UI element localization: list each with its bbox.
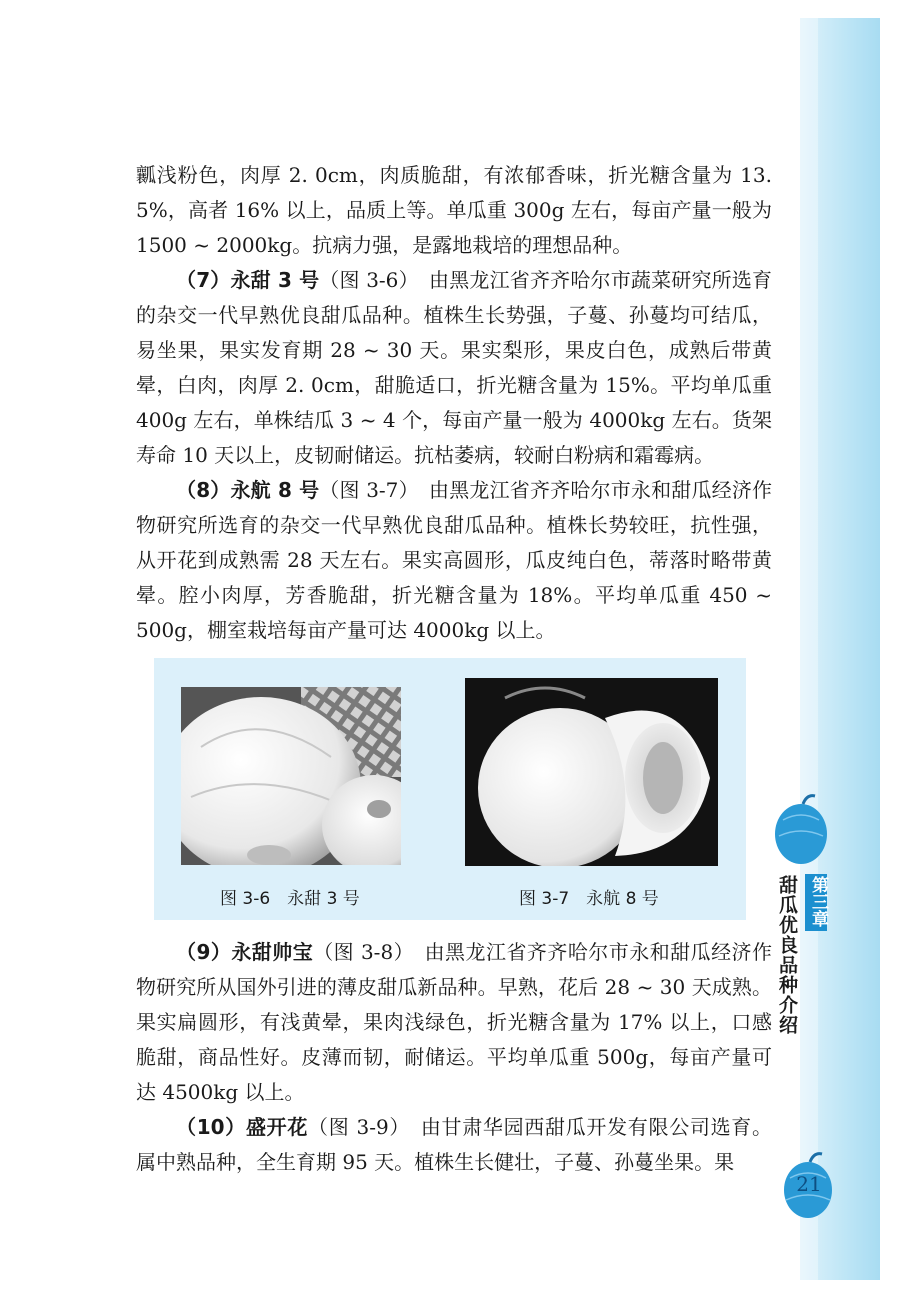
section-8-name: 永航 8 号 (230, 478, 320, 502)
section-7-number: （7） (176, 268, 231, 292)
paragraph-section-10 (136, 1110, 772, 1180)
section-9-body: 由黑龙江省齐齐哈尔市永和甜瓜经济作物研究所从国外引进的薄皮甜瓜新品种。早熟，花后 28 ~ 30 天成熟。果实扁圆形，有浅黄晕，果肉浅绿色，折光糖含量为 17% 以上，口感脆甜，商品性好。皮薄而韧，耐储运。平均单瓜重 500g，每亩产量可达 4500kg 以上。 (136, 940, 773, 1104)
paragraph-section-8 (136, 473, 772, 648)
chapter-melon-icon (773, 790, 833, 874)
figure-3-6-caption: 图 3-6 永甜 3 号 (220, 889, 360, 909)
section-7-body: 由黑龙江省齐齐哈尔市蔬菜研究所选育的杂交一代早熟优良甜瓜品种。植株生长势强，子蔓、孙蔓均可结瓜，易坐果，果实发育期 28 ~ 30 天。果实梨形，果皮白色，成熟后带黄晕，白肉，肉厚 2. 0cm，甜脆适口，折光糖含量为 15%。平均单瓜重 400g 左右，单株结瓜 3 ~ 4 个，每亩产量一般为 4000kg 左右。货架寿命 10 天以上，皮韧耐储运。抗枯萎病，较耐白粉病和霜霉病。 (136, 268, 773, 467)
text-block-bottom (136, 935, 772, 1180)
section-7-name: 永甜 3 号 (230, 268, 320, 292)
section-9-number: （9） (176, 940, 232, 964)
section-7-figure-ref: （图 3-6） (319, 268, 409, 292)
section-9-name: 永甜帅宝 (231, 940, 314, 964)
section-10-name: 盛开花 (245, 1115, 309, 1139)
section-10-number: （10） (176, 1115, 246, 1139)
section-8-figure-ref: （图 3-7） (319, 478, 409, 502)
text-block-top (136, 158, 772, 648)
section-10-figure-ref: （图 3-9） (308, 1115, 401, 1139)
page-number: 21 (796, 1172, 822, 1196)
chapter-label: 第三章 (805, 874, 827, 931)
figure-3-7-caption: 图 3-7 永航 8 号 (519, 889, 659, 909)
section-9-figure-ref: （图 3-8） (313, 940, 405, 964)
section-8-body: 由黑龙江省齐齐哈尔市永和甜瓜经济作物研究所选育的杂交一代早熟优良甜瓜品种。植株长势较旺，抗性强，从开花到成熟需 28 天左右。果实高圆形，瓜皮纯白色，蒂落时略带黄晕。腔小肉厚，芳香脆甜，折光糖含量为 18%。平均单瓜重 450 ~ 500g，棚室栽培每亩产量可达 4000kg 以上。 (136, 478, 773, 642)
side-band (800, 18, 880, 1280)
section-8-number: （8） (176, 478, 231, 502)
chapter-title: 甜瓜优良品种介绍 (776, 875, 798, 1035)
section-10-body: 由甘肃华园西甜瓜开发有限公司选育。属中熟品种，全生育期 95 天。植株生长健壮，子蔓、孙蔓坐果。果 (136, 1115, 772, 1174)
side-band-highlight (800, 18, 818, 1280)
paragraph-section-7 (136, 263, 772, 473)
paragraph-section-9 (136, 935, 772, 1110)
melon-photo-yongtian-3 (181, 687, 401, 865)
figure-panel (154, 658, 746, 920)
melon-photo-yonghang-8 (465, 678, 718, 866)
paragraph-continuation: 瓤浅粉色，肉厚 2. 0cm，肉质脆甜，有浓郁香味，折光糖含量为 13. 5%，高者 16% 以上，品质上等。单瓜重 300g 左右，每亩产量一般为 1500 ~ 2000kg。抗病力强，是露地栽培的理想品种。 (136, 163, 772, 257)
